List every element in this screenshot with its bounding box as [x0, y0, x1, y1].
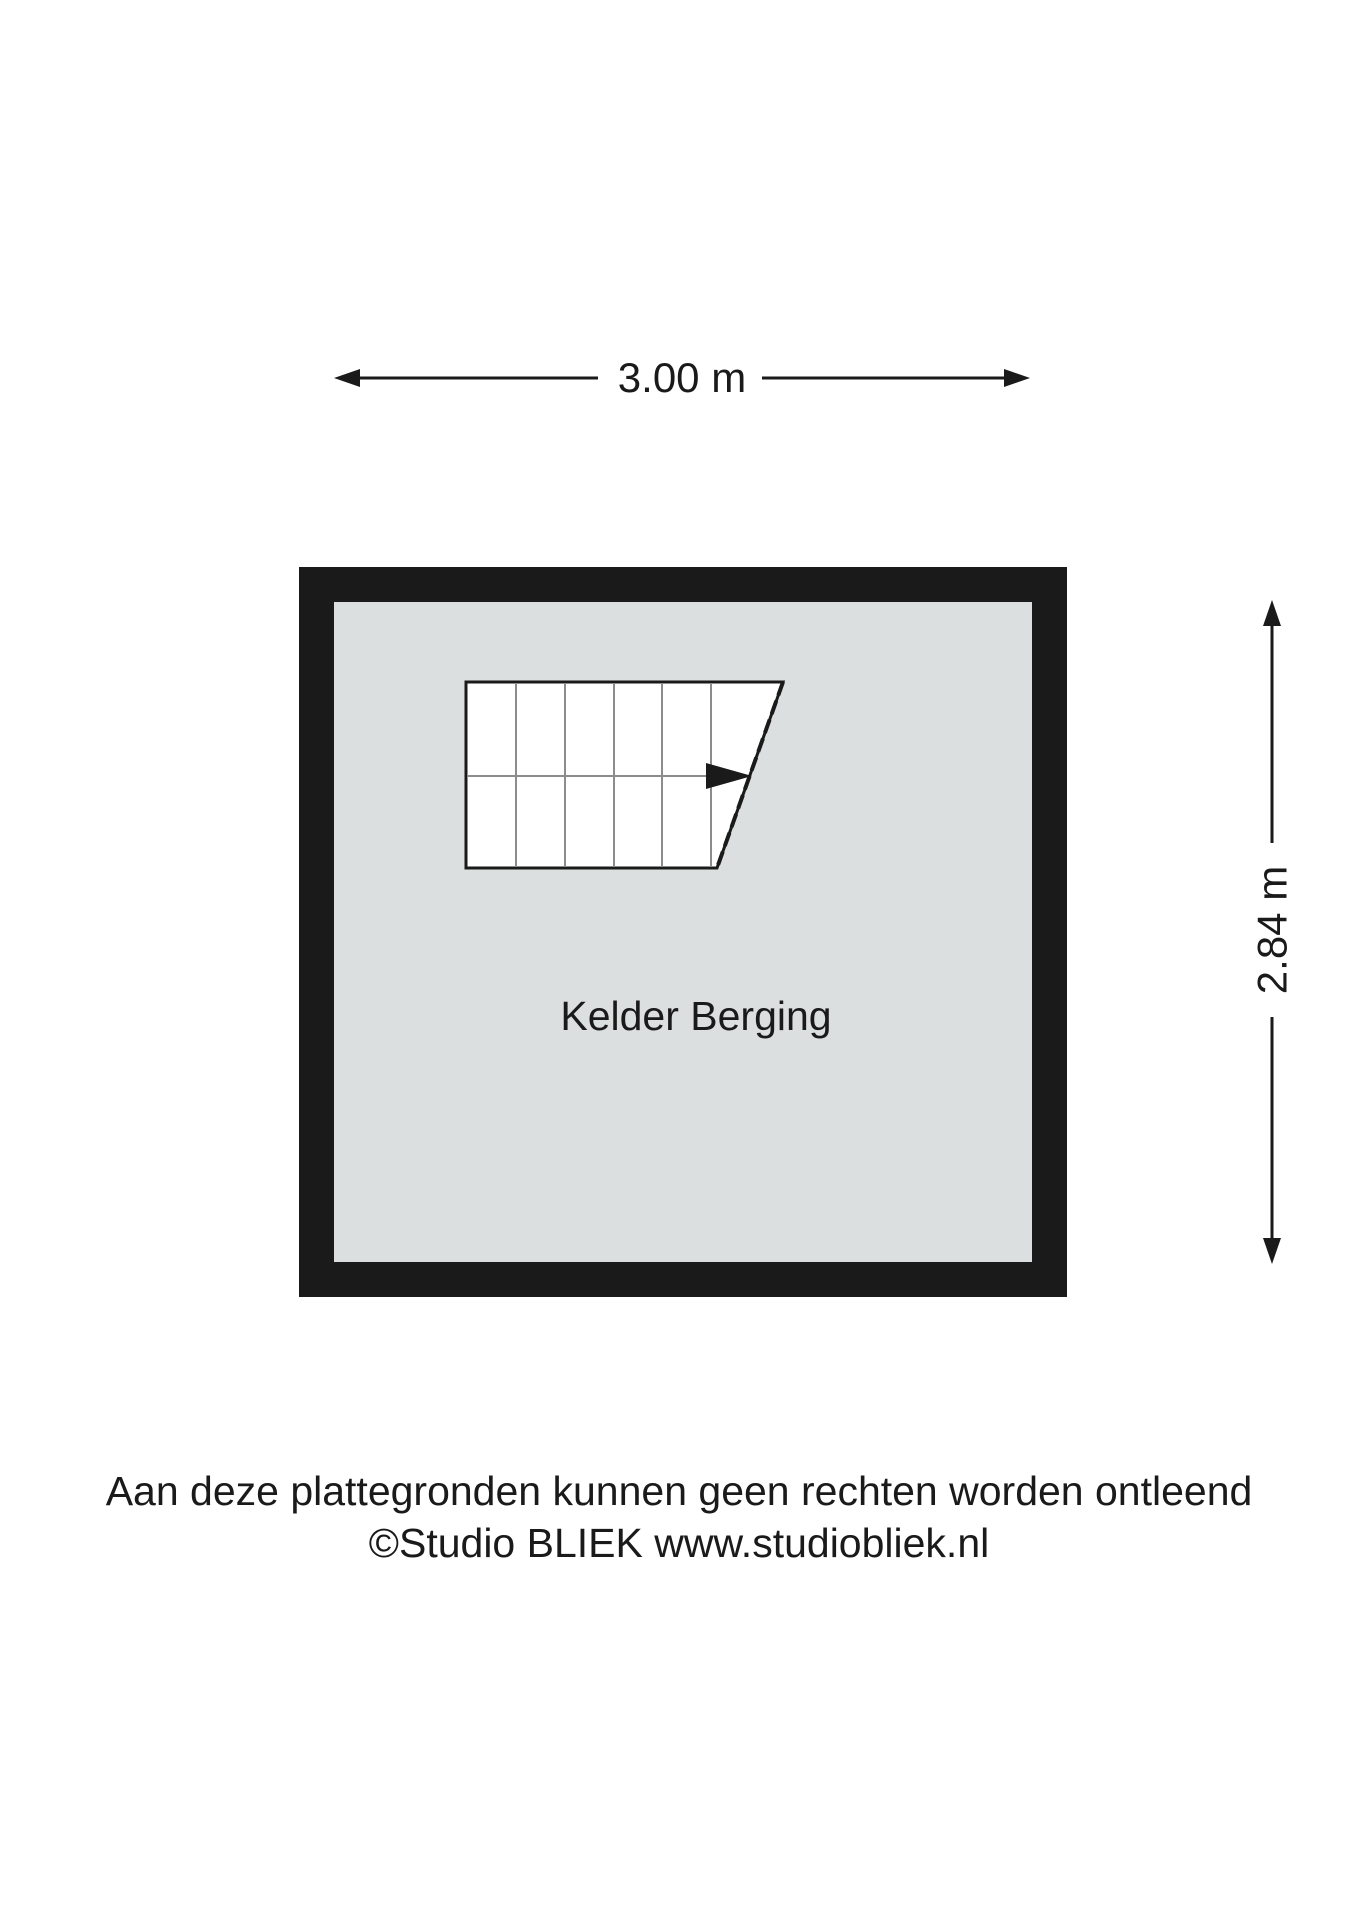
depth-dimension-label: 2.84 m [1248, 865, 1296, 995]
width-arrow-right-icon [1004, 369, 1030, 387]
width-dimension [334, 354, 1030, 401]
width-dimension-label: 3.00 m [617, 354, 747, 401]
depth-dimension [1249, 600, 1296, 1264]
room-label: Kelder Berging [560, 993, 832, 1039]
depth-arrow-top-icon [1263, 600, 1281, 626]
width-arrow-left-icon [334, 369, 360, 387]
studio-credit-text: ©Studio BLIEK www.studiobliek.nl [368, 1520, 990, 1566]
disclaimer-text: Aan deze plattegronden kunnen geen rechten worden ontleend [105, 1468, 1253, 1514]
depth-arrow-bottom-icon [1263, 1238, 1281, 1264]
